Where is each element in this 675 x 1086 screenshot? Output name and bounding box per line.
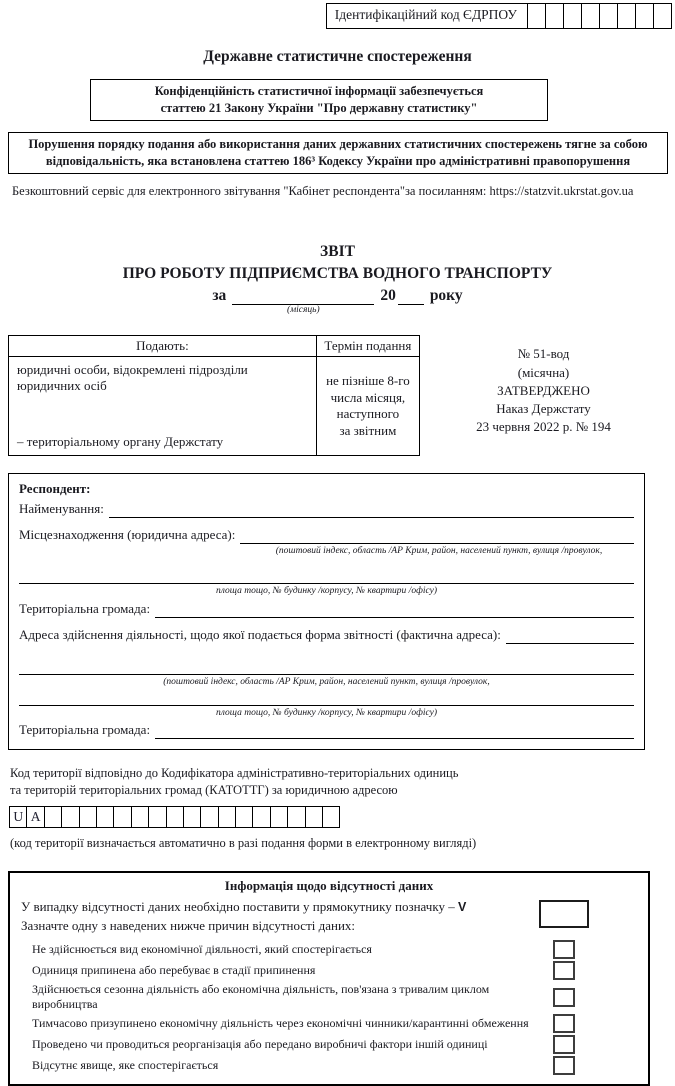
- community2-input-line[interactable]: [155, 723, 634, 739]
- address-hint-1: (поштовий індекс, область /АР Крим, район, населений пункт, вулиця /провулок,: [275, 546, 603, 557]
- reason-label: Здійснюється сезонна діяльність або економічна діяльність, пов'язана з тривалим циклом виробництва: [32, 982, 490, 1012]
- approval-block: [420, 345, 667, 456]
- period-suffix: року: [429, 287, 463, 305]
- katottg-cell[interactable]: [166, 806, 184, 828]
- katottg-cell[interactable]: [252, 806, 270, 828]
- respondent-box: [8, 473, 645, 750]
- reason-label: Тимчасово призупинено економічну діяльність через економічні чинники/карантинні обмеження: [32, 1016, 529, 1031]
- report-title-line1: ЗВІТ: [320, 242, 355, 260]
- reason-label: Проведено чи проводиться реорганізація або передано виробничі фактори іншій одиниці: [32, 1037, 488, 1052]
- katottg-cell[interactable]: [96, 806, 114, 828]
- form-periodicity: (місячна): [517, 364, 570, 380]
- address-hint-3: (поштовий індекс, область /АР Крим, район, населений пункт, вулиця /провулок,: [163, 676, 490, 687]
- katottg-cells: [10, 806, 675, 828]
- respondent-title: Респондент:: [19, 481, 91, 497]
- warning-box: Порушення порядку подання або використання даних державних статистичних спостережень тягне за собою відповідальність, яка встановлена статтею 186³ Кодексу України про адміністративні правопорушення: [8, 132, 668, 174]
- approved-label: ЗАТВЕРДЖЕНО: [497, 382, 590, 398]
- reason-row: [21, 1014, 637, 1033]
- community-row: [19, 601, 634, 618]
- reason-checkbox-3[interactable]: [553, 988, 575, 1007]
- reason-checkbox-4[interactable]: [553, 1014, 575, 1033]
- submission-term-cell: не пізніше 8-го числа місяця, наступного за звітним: [316, 357, 419, 456]
- edrpou-cell[interactable]: [599, 3, 618, 29]
- report-title: [0, 241, 675, 286]
- katottg-cell[interactable]: [79, 806, 97, 828]
- reason-row: [21, 1056, 637, 1075]
- edrpou-cells: [528, 3, 672, 29]
- absence-head: [21, 898, 637, 936]
- respondent-name-row: [19, 501, 634, 518]
- month-input-line[interactable]: [232, 288, 374, 316]
- actual-address-row: [19, 627, 634, 644]
- katottg-cell-u: U: [9, 806, 27, 828]
- edrpou-cell[interactable]: [653, 3, 672, 29]
- edrpou-cell[interactable]: [617, 3, 636, 29]
- katottg-cell[interactable]: [131, 806, 149, 828]
- reason-checkbox-6[interactable]: [553, 1056, 575, 1075]
- edrpou-cell[interactable]: [581, 3, 600, 29]
- reason-label: Одиниця припинена або перебуває в стадії припинення: [32, 963, 316, 978]
- legal-address-label: Місцезнаходження (юридична адреса):: [19, 527, 236, 543]
- submission-who-header: Подають:: [9, 336, 317, 357]
- submission-table: [8, 335, 420, 456]
- edrpou-strip: [0, 3, 672, 29]
- absence-instructions: [21, 898, 539, 936]
- katottg-cell[interactable]: [113, 806, 131, 828]
- edrpou-cell[interactable]: [635, 3, 654, 29]
- submission-who-line1: юридичні особи, відокремлені підрозділи юридичних осіб: [17, 362, 248, 394]
- reason-row: [21, 961, 637, 980]
- reason-checkbox-5[interactable]: [553, 1035, 575, 1054]
- reason-label: Не здійснюється вид економічної діяльності, який спостерігається: [32, 942, 372, 957]
- address-hint-4: площа тощо, № будинку /корпусу, № квартири /офісу): [215, 707, 437, 718]
- survey-title: Державне статистичне спостереження: [203, 48, 472, 65]
- absence-instruction-text: У випадку відсутності даних необхідно поставити у прямокутнику позначку –: [21, 898, 458, 914]
- absence-instruction-main: [21, 898, 539, 917]
- legal-address-input-line-2[interactable]: [19, 566, 634, 584]
- form-page: [0, 3, 675, 1073]
- submission-who-cell: [9, 357, 317, 456]
- reason-row: [21, 982, 637, 1012]
- submission-section: [8, 335, 667, 456]
- katottg-cell[interactable]: [44, 806, 62, 828]
- katottg-note: (код території визначається автоматично в разі подання форми в електронному вигляді): [10, 835, 477, 850]
- katottg-cell[interactable]: [183, 806, 201, 828]
- reason-checkbox-1[interactable]: [553, 940, 575, 959]
- katottg-cell[interactable]: [148, 806, 166, 828]
- reason-row: [21, 940, 637, 959]
- absence-box: [8, 871, 650, 1086]
- community2-row: [19, 722, 634, 739]
- katottg-cell-a: A: [26, 806, 44, 828]
- confidentiality-box: Конфіденційність статистичної інформації забезпечується статтею 21 Закону України "Про державну статистику": [90, 79, 548, 121]
- name-input-line[interactable]: [109, 502, 634, 518]
- katottg-cell[interactable]: [61, 806, 79, 828]
- reason-checkbox-2[interactable]: [553, 961, 575, 980]
- katottg-cell[interactable]: [322, 806, 340, 828]
- edrpou-cell[interactable]: [545, 3, 564, 29]
- actual-address-input-line[interactable]: [506, 628, 634, 644]
- period-year: 20: [380, 287, 396, 305]
- community2-label: Територіальна громада:: [19, 722, 151, 738]
- katottg-line1: Код території відповідно до Кодифікатора адміністративно-територіальних одиниць: [10, 766, 459, 781]
- edrpou-label: Ідентифікаційний код ЄДРПОУ: [326, 3, 528, 29]
- legal-address-input-line[interactable]: [240, 528, 634, 544]
- report-period-line: [0, 287, 675, 316]
- report-title-line2: ПРО РОБОТУ ПІДПРИЄМСТВА ВОДНОГО ТРАНСПОРТУ: [122, 264, 553, 282]
- katottg-section: [10, 765, 675, 852]
- katottg-cell[interactable]: [200, 806, 218, 828]
- month-hint: (місяць): [286, 305, 320, 316]
- edrpou-cell[interactable]: [527, 3, 546, 29]
- actual-address-input-line-2[interactable]: [19, 657, 634, 675]
- community-label: Територіальна громада:: [19, 600, 151, 616]
- katottg-cell[interactable]: [218, 806, 236, 828]
- reason-label: Відсутнє явище, яке спостерігається: [32, 1058, 219, 1073]
- approval-order: Наказ Держстату: [496, 401, 591, 416]
- address-hint-2: площа тощо, № будинку /корпусу, № квартири /офісу): [215, 586, 437, 597]
- actual-address-label: Адреса здійснення діяльності, щодо якої подається форма звітності (фактична адреса):: [19, 626, 501, 642]
- submission-who-line2: – територіальному органу Держстату: [17, 434, 224, 450]
- submission-term-header: Термін подання: [316, 336, 419, 357]
- name-label: Найменування:: [19, 501, 104, 517]
- absence-title: Інформація щодо відсутності даних: [224, 877, 434, 893]
- katottg-cell[interactable]: [305, 806, 323, 828]
- katottg-cell[interactable]: [287, 806, 305, 828]
- absence-mark-box[interactable]: [539, 900, 589, 928]
- absence-instruction-sub: Зазначте одну з наведених нижче причин відсутності даних:: [21, 917, 356, 933]
- period-prefix: за: [212, 287, 227, 305]
- community-input-line[interactable]: [155, 602, 634, 618]
- service-line: Безкоштовний сервіс для електронного звітування "Кабінет респондента"за посиланням: https://statzvit.ukrstat.gov.ua: [12, 183, 634, 198]
- edrpou-cell[interactable]: [563, 3, 582, 29]
- katottg-cell[interactable]: [270, 806, 288, 828]
- approval-order-date: 23 червня 2022 р. № 194: [476, 419, 611, 435]
- katottg-line2: та територій територіальних громад (КАТОТТГ) за юридичною адресою: [10, 783, 398, 798]
- legal-address-row: [19, 527, 634, 544]
- actual-address-input-line-3[interactable]: [19, 688, 634, 706]
- form-number: № 51-вод: [517, 346, 570, 362]
- absence-v-mark: V: [457, 899, 467, 914]
- katottg-cell[interactable]: [235, 806, 253, 828]
- reason-row: [21, 1035, 637, 1054]
- absence-reasons: [21, 940, 637, 1075]
- year-input-line[interactable]: [398, 288, 424, 305]
